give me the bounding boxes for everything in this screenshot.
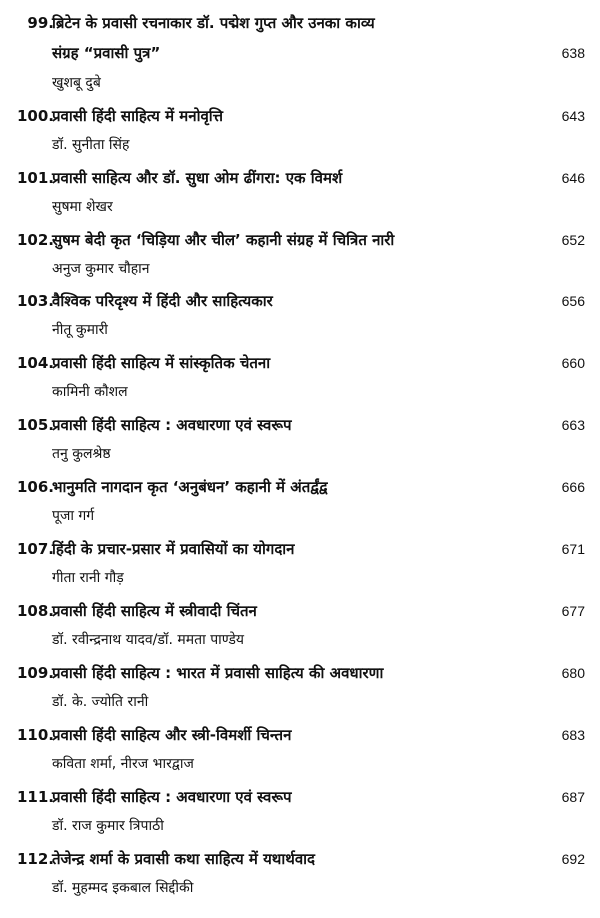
entry-title: वैश्विक परिदृश्य में हिंदी और साहित्यकार (52, 292, 273, 310)
entry-author: सुषमा शेखर (52, 199, 113, 215)
entry-author: कविता शर्मा, नीरज भारद्वाज (52, 756, 194, 772)
entry-author: डॉ. राज कुमार त्रिपाठी (52, 818, 164, 834)
entry-title: भानुमति नागदान कृत ‘अनुबंधन’ कहानी में अंतर्द्वंद्व (52, 478, 328, 496)
entry-page-number: 638 (561, 45, 585, 61)
entry-number: 107. (16, 540, 54, 558)
entry-page-number: 646 (561, 170, 585, 186)
entry-number: 108. (16, 602, 54, 620)
entry-number: 110. (16, 726, 54, 744)
entry-page-number: 652 (561, 232, 585, 248)
entry-number: 112. (16, 850, 54, 868)
entry-number: 104. (16, 354, 54, 372)
entry-title: प्रवासी साहित्य और डॉ. सुधा ओम ढींगरा: एक विमर्श (52, 169, 343, 187)
entry-page-number: 680 (561, 665, 585, 681)
entry-title: हिंदी के प्रचार-प्रसार में प्रवासियों का योगदान (52, 540, 295, 558)
entry-author: कामिनी कौशल (52, 384, 128, 400)
entry-title: तेजेन्द्र शर्मा के प्रवासी कथा साहित्य में यथार्थवाद (52, 850, 316, 868)
entry-title: प्रवासी हिंदी साहित्य में स्त्रीवादी चिंतन (52, 602, 257, 620)
entry-author: अनुज कुमार चौहान (52, 261, 150, 277)
entry-author: डॉ. सुनीता सिंह (52, 137, 130, 153)
entry-title: प्रवासी हिंदी साहित्य : अवधारणा एवं स्वरूप (52, 788, 292, 806)
entry-number: 101. (16, 169, 54, 187)
entry-author: खुशबू दुबे (52, 75, 101, 91)
entry-title: प्रवासी हिंदी साहित्य : भारत में प्रवासी साहित्य की अवधारणा (52, 664, 384, 682)
entry-author: डॉ. रवीन्द्रनाथ यादव/डॉ. ममता पाण्डेय (52, 632, 245, 648)
entry-title-line2: संग्रह “प्रवासी पुत्र” (52, 44, 161, 62)
entry-author: नीतू कुमारी (52, 322, 108, 338)
entry-author: डॉ. के. ज्योति रानी (52, 694, 149, 710)
entry-page-number: 660 (561, 355, 585, 371)
entry-page-number: 687 (561, 789, 585, 805)
entry-page-number: 656 (561, 293, 585, 309)
entry-number: 102. (16, 231, 54, 249)
entry-number: 111. (16, 788, 54, 806)
entry-title: प्रवासी हिंदी साहित्य में सांस्कृतिक चेतना (52, 354, 271, 372)
entry-page-number: 671 (561, 541, 585, 557)
entry-number: 103. (16, 292, 54, 310)
entry-page-number: 666 (561, 479, 585, 495)
entry-number: 100. (16, 107, 54, 125)
entry-author: डॉ. मुहम्मद इकबाल सिद्दीकी (52, 880, 194, 896)
entry-author: पूजा गर्ग (52, 508, 95, 524)
entry-page-number: 677 (561, 603, 585, 619)
entry-title: सुषम बेदी कृत ‘चिड़िया और चील’ कहानी संग्रह में चित्रित नारी (52, 231, 395, 249)
entry-number: 109. (16, 664, 54, 682)
entry-number: 99. (27, 14, 54, 32)
entry-author: तनु कुलश्रेष्ठ (52, 446, 111, 462)
entry-page-number: 643 (561, 108, 585, 124)
entry-page-number: 683 (561, 727, 585, 743)
entry-title (52, 12, 522, 64)
entry-number: 105. (16, 416, 54, 434)
entry-title: प्रवासी हिंदी साहित्य में मनोवृत्ति (52, 107, 224, 125)
entry-author: गीता रानी गौड़ (52, 570, 124, 586)
entry-page-number: 663 (561, 417, 585, 433)
entry-title: प्रवासी हिंदी साहित्य और स्त्री-विमर्शी चिन्तन (52, 726, 292, 744)
entry-title-line1: ब्रिटेन के प्रवासी रचनाकार डॉ. पद्मेश गुप्त और उनका काव्य (52, 14, 375, 32)
entry-number: 106. (16, 478, 54, 496)
entry-title: प्रवासी हिंदी साहित्य : अवधारणा एवं स्वरूप (52, 416, 292, 434)
entry-page-number: 692 (561, 851, 585, 867)
